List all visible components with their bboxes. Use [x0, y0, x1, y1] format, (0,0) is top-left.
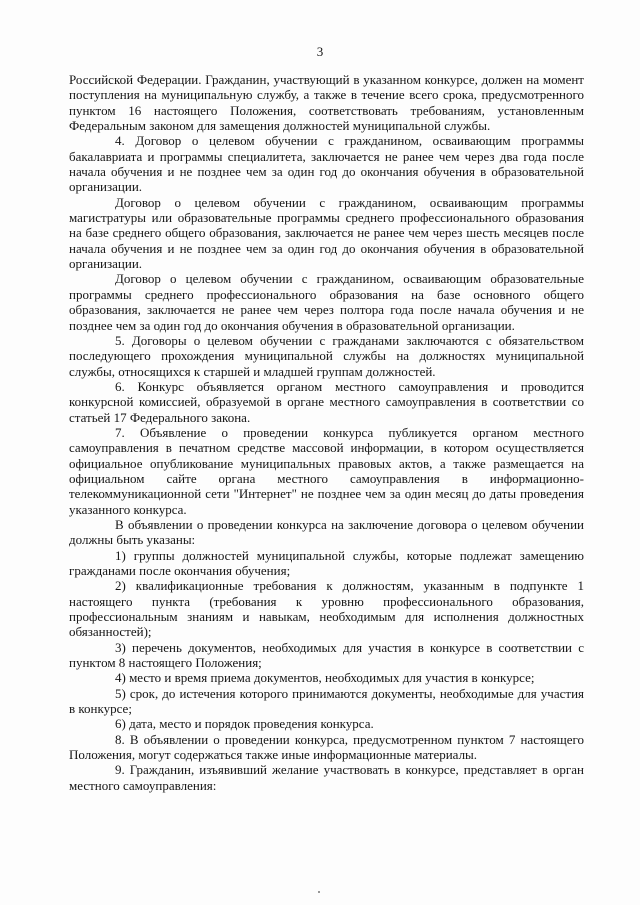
paragraph-announcement-contents: В объявлении о проведении конкурса на заключение договора о целевом обучении должны быть указаны:	[69, 516, 584, 548]
paragraph-item-5: 5. Договоры о целевом обучении с гражданами заключаются с обязательством последующего прохождения муниципальной службы на должностях муниципальной службы, относящихся к старшей и младшей группам должностей.	[69, 332, 584, 379]
paragraph-item-9: 9. Гражданин, изъявивший желание участвовать в конкурсе, представляет в орган местного самоуправления:	[69, 762, 584, 793]
list-item-2: 2) квалификационные требования к должностям, указанным в подпункте 1 настоящего пункта (требования к уровню профессионального образования, профессиональным знаниям и навыкам, необходимым для исполнения должностных обязанностей);	[69, 578, 584, 640]
paragraph-continuation: Российской Федерации. Гражданин, участвующий в указанном конкурсе, должен на момент поступления на муниципальную службу, а также в течение всего срока, предусмотренного пунктом 16 настоящего Положения, соответствовать требованиям, установленным Федеральным законом для замещения должностей муниципальной службы.	[69, 72, 584, 134]
paragraph-item-8: 8. В объявлении о проведении конкурса, предусмотренном пунктом 7 настоящего Положения, могут содержаться также иные информационные материалы.	[69, 731, 584, 763]
scan-dot-mark	[318, 891, 320, 893]
list-item-5: 5) срок, до истечения которого принимаются документы, необходимые для участия в конкурсе;	[69, 685, 584, 717]
paragraph-item-7: 7. Объявление о проведении конкурса публикуется органом местного самоуправления в печатном средстве массовой информации, в котором осуществляется официальное опубликование муниципальных правовых актов, а также размещается на официальном сайте органа местного самоуправления в информационно-телекоммуникационной сети "Интернет" не позднее чем за один месяц до даты проведения указанного конкурса.	[69, 424, 584, 517]
page-number: 3	[316, 44, 324, 59]
document-body	[69, 72, 584, 793]
paragraph-item-6: 6. Конкурс объявляется органом местного самоуправления и проводится конкурсной комиссией, образуемой в органе местного самоуправления в соответствии со статьей 17 Федерального закона.	[69, 378, 584, 425]
list-item-4: 4) место и время приема документов, необходимых для участия в конкурсе;	[115, 670, 535, 686]
list-item-6: 6) дата, место и порядок проведения конкурса.	[115, 716, 374, 732]
paragraph-master-program: Договор о целевом обучении с гражданином, осваивающим программы магистратуры или образовательные программы среднего профессионального образования на базе среднего общего образования, заключается не ранее чем через шесть месяцев после начала обучения и не позднее чем за один год до окончания обучения в образовательной организации.	[69, 194, 584, 272]
list-item-3: 3) перечень документов, необходимых для участия в конкурсе в соответствии с пунктом 8 настоящего Положения;	[69, 639, 584, 671]
paragraph-vocational-program: Договор о целевом обучении с гражданином, осваивающим образовательные программы среднего профессионального образования на базе основного общего образования, заключается не ранее чем через полтора года после начала обучения и не позднее чем за один год до окончания обучения в образовательной организации.	[69, 271, 584, 333]
list-item-1: 1) группы должностей муниципальной службы, которые подлежат замещению гражданами после окончания обучения;	[69, 547, 584, 578]
paragraph-item-4: 4. Договор о целевом обучении с гражданином, осваивающим программы бакалавриата и программы специалитета, заключается не ранее чем через два года после начала обучения и не позднее чем за один год до окончания обучения в образовательной организации.	[69, 133, 584, 195]
